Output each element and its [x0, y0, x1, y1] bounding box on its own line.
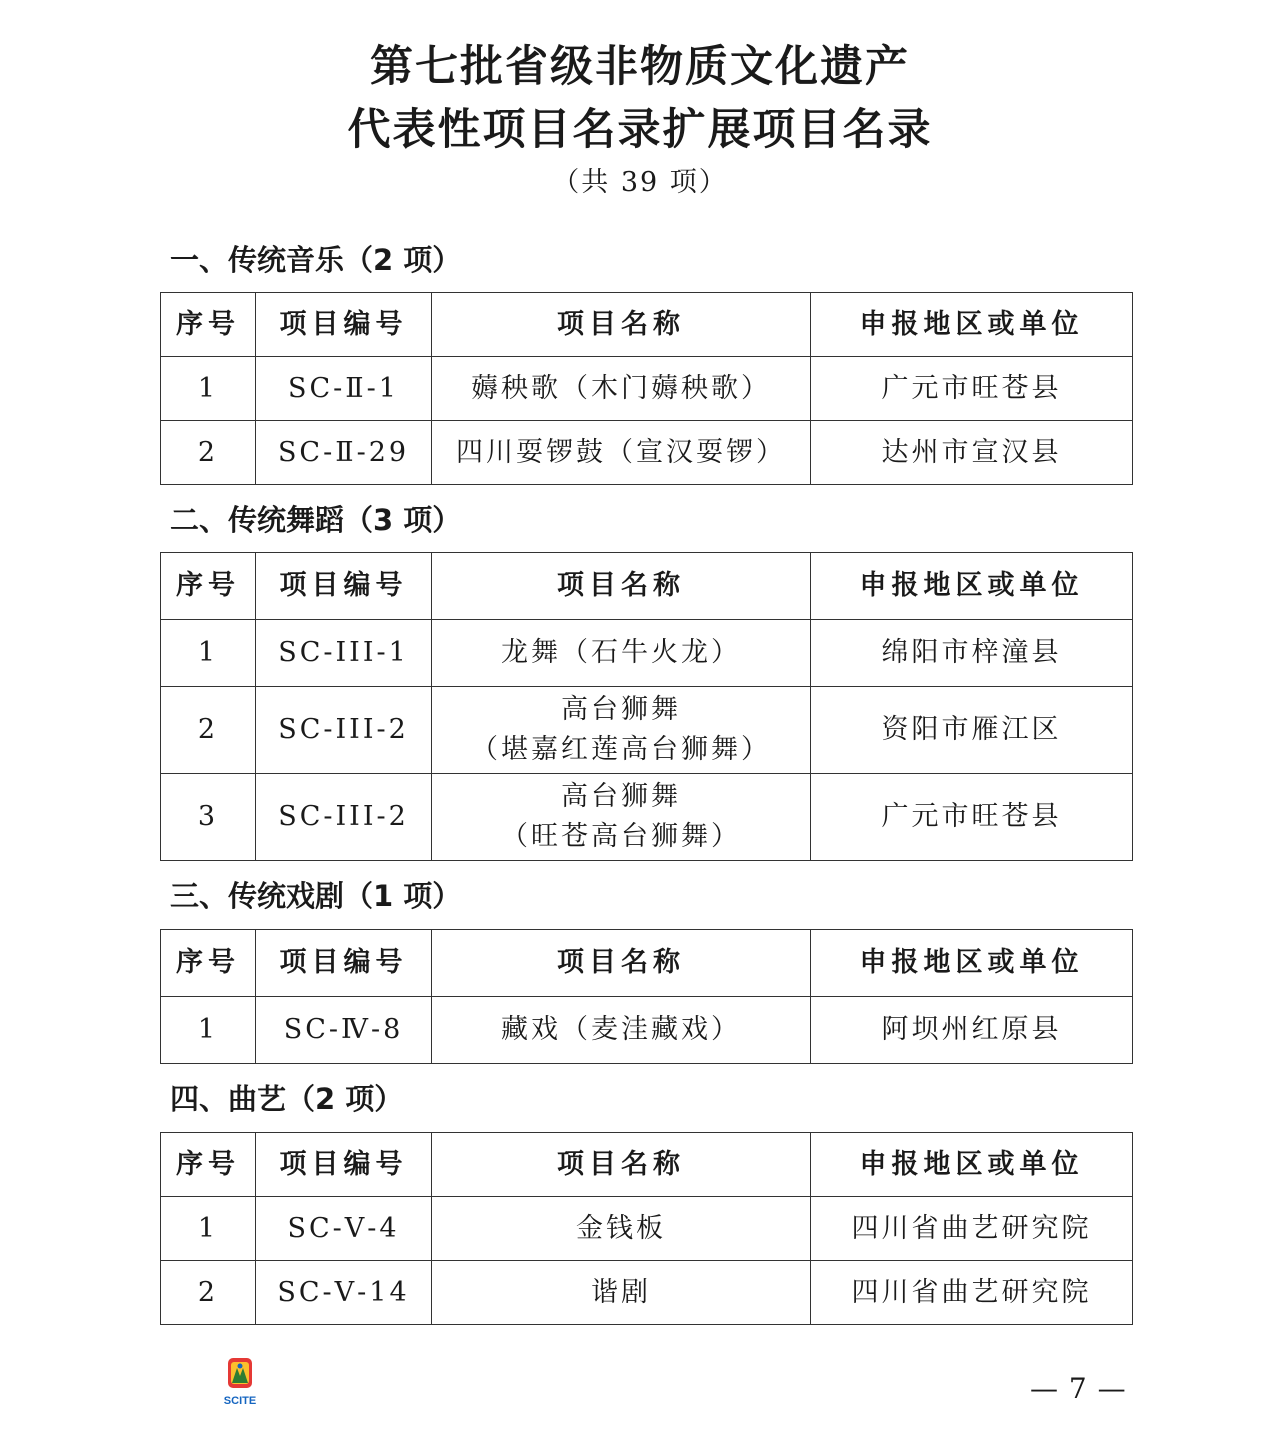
cell-name: 四川耍锣鼓（宣汉耍锣）	[432, 421, 811, 485]
header-name: 项目名称	[432, 930, 811, 997]
header-area: 申报地区或单位	[811, 293, 1133, 357]
table-traditional-dance	[160, 552, 1133, 861]
table-header-row	[161, 553, 1133, 620]
header-seq: 序号	[161, 553, 256, 620]
cell-area: 四川省曲艺研究院	[811, 1261, 1133, 1325]
header-name: 项目名称	[432, 293, 811, 357]
table-traditional-opera	[160, 929, 1133, 1064]
header-seq: 序号	[161, 293, 256, 357]
table-header-row	[161, 1133, 1133, 1197]
header-code: 项目编号	[256, 930, 432, 997]
cell-name	[432, 687, 811, 774]
table-header-row	[161, 930, 1133, 997]
scite-logo	[218, 1356, 262, 1408]
header-area: 申报地区或单位	[811, 1133, 1133, 1197]
cell-code: SC-III-1	[256, 620, 432, 687]
table-row	[161, 997, 1133, 1064]
cell-seq: 2	[161, 687, 256, 774]
header-seq: 序号	[161, 930, 256, 997]
cell-code: SC-Ⅱ-29	[256, 421, 432, 485]
cell-name-line2: （堪嘉红莲高台狮舞）	[471, 734, 771, 765]
cell-name: 谐剧	[432, 1261, 811, 1325]
table-row	[161, 687, 1133, 774]
header-area: 申报地区或单位	[811, 930, 1133, 997]
section-heading-opera: 三、传统戏剧（1 项）	[170, 879, 462, 913]
cell-code: SC-Ⅴ-14	[256, 1261, 432, 1325]
header-code: 项目编号	[256, 293, 432, 357]
cell-seq: 1	[161, 1197, 256, 1261]
cell-seq: 3	[161, 774, 256, 861]
cell-seq: 2	[161, 421, 256, 485]
document-subtitle: （共 39 项）	[552, 167, 728, 198]
cell-name-line1: 高台狮舞	[561, 694, 681, 725]
section-heading-music: 一、传统音乐（2 项）	[170, 243, 462, 277]
cell-area: 达州市宣汉县	[811, 421, 1133, 485]
table-row	[161, 1261, 1133, 1325]
page-number: — 7 —	[1030, 1372, 1127, 1405]
scite-logo-text: SCITE	[223, 1395, 257, 1407]
cell-code: SC-Ⅳ-8	[256, 997, 432, 1064]
header-area: 申报地区或单位	[811, 553, 1133, 620]
cell-name-line2: （旺苍高台狮舞）	[501, 821, 741, 852]
table-row	[161, 421, 1133, 485]
cell-area: 广元市旺苍县	[811, 774, 1133, 861]
cell-area: 阿坝州红原县	[811, 997, 1133, 1064]
document-title-line1: 第七批省级非物质文化遗产	[370, 42, 910, 92]
cell-seq: 1	[161, 997, 256, 1064]
document-title-line2: 代表性项目名录扩展项目名录	[347, 105, 933, 155]
table-row	[161, 1197, 1133, 1261]
cell-area: 资阳市雁江区	[811, 687, 1133, 774]
table-header-row	[161, 293, 1133, 357]
cell-code: SC-III-2	[256, 687, 432, 774]
cell-name	[432, 774, 811, 861]
header-code: 项目编号	[256, 1133, 432, 1197]
cell-seq: 1	[161, 620, 256, 687]
section-heading-quyi: 四、曲艺（2 项）	[170, 1082, 404, 1116]
cell-area: 四川省曲艺研究院	[811, 1197, 1133, 1261]
table-quyi	[160, 1132, 1133, 1325]
header-seq: 序号	[161, 1133, 256, 1197]
cell-code: SC-III-2	[256, 774, 432, 861]
cell-name: 金钱板	[432, 1197, 811, 1261]
cell-area: 绵阳市梓潼县	[811, 620, 1133, 687]
table-row	[161, 774, 1133, 861]
cell-area: 广元市旺苍县	[811, 357, 1133, 421]
cell-seq: 2	[161, 1261, 256, 1325]
cell-code: SC-Ⅴ-4	[256, 1197, 432, 1261]
cell-name: 龙舞（石牛火龙）	[432, 620, 811, 687]
cell-name: 藏戏（麦洼藏戏）	[432, 997, 811, 1064]
header-name: 项目名称	[432, 553, 811, 620]
cell-code: SC-Ⅱ-1	[256, 357, 432, 421]
cell-seq: 1	[161, 357, 256, 421]
table-row	[161, 620, 1133, 687]
section-heading-dance: 二、传统舞蹈（3 项）	[170, 503, 462, 537]
table-row	[161, 357, 1133, 421]
header-code: 项目编号	[256, 553, 432, 620]
cell-name-line1: 高台狮舞	[561, 781, 681, 812]
header-name: 项目名称	[432, 1133, 811, 1197]
cell-name: 薅秧歌（木门薅秧歌）	[432, 357, 811, 421]
table-traditional-music	[160, 292, 1133, 485]
